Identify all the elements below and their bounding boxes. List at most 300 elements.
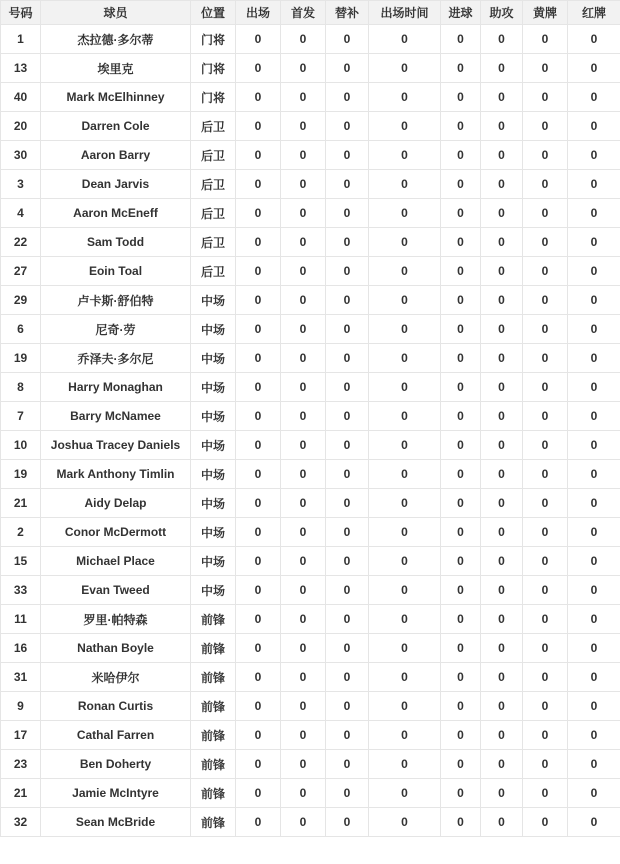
- player-number-cell: 9: [1, 692, 41, 721]
- player-row: [1, 779, 620, 808]
- player-name-cell: 埃里克: [41, 54, 191, 83]
- assists-cell: 0: [481, 286, 523, 315]
- yellow-cards-cell: 0: [523, 83, 568, 112]
- minutes-cell: 0: [369, 54, 441, 83]
- appearances-cell: 0: [236, 228, 281, 257]
- red-cards-cell: 0: [568, 54, 620, 83]
- player-name-cell: Eoin Toal: [41, 257, 191, 286]
- goals-cell: 0: [441, 141, 481, 170]
- red-cards-cell: 0: [568, 286, 620, 315]
- goals-cell: 0: [441, 402, 481, 431]
- player-name-cell: Sam Todd: [41, 228, 191, 257]
- yellow-cards-cell: 0: [523, 344, 568, 373]
- assists-cell: 0: [481, 228, 523, 257]
- appearances-cell: 0: [236, 199, 281, 228]
- minutes-cell: 0: [369, 402, 441, 431]
- minutes-cell: 0: [369, 112, 441, 141]
- substitute-cell: 0: [326, 228, 369, 257]
- player-number-cell: 3: [1, 170, 41, 199]
- position-cell: 门将: [191, 25, 236, 54]
- goals-cell: 0: [441, 112, 481, 141]
- player-name-cell: Ben Doherty: [41, 750, 191, 779]
- yellow-cards-cell: 0: [523, 25, 568, 54]
- starts-cell: 0: [281, 431, 326, 460]
- substitute-cell: 0: [326, 170, 369, 199]
- player-name-cell: Aaron McEneff: [41, 199, 191, 228]
- assists-cell: 0: [481, 692, 523, 721]
- player-name-cell: Cathal Farren: [41, 721, 191, 750]
- appearances-cell: 0: [236, 431, 281, 460]
- player-number-cell: 13: [1, 54, 41, 83]
- yellow-cards-cell: 0: [523, 808, 568, 837]
- yellow-cards-cell: 0: [523, 692, 568, 721]
- red-cards-cell: 0: [568, 199, 620, 228]
- minutes-cell: 0: [369, 344, 441, 373]
- player-row: [1, 228, 620, 257]
- position-cell: 中场: [191, 286, 236, 315]
- position-cell: 后卫: [191, 112, 236, 141]
- yellow-cards-cell: 0: [523, 257, 568, 286]
- minutes-cell: 0: [369, 547, 441, 576]
- position-cell: 中场: [191, 373, 236, 402]
- player-name-cell: Nathan Boyle: [41, 634, 191, 663]
- substitute-cell: 0: [326, 373, 369, 402]
- goals-cell: 0: [441, 199, 481, 228]
- assists-cell: 0: [481, 576, 523, 605]
- substitute-cell: 0: [326, 402, 369, 431]
- column-header-minutes: 出场时间: [369, 1, 441, 25]
- goals-cell: 0: [441, 808, 481, 837]
- red-cards-cell: 0: [568, 489, 620, 518]
- minutes-cell: 0: [369, 199, 441, 228]
- minutes-cell: 0: [369, 228, 441, 257]
- assists-cell: 0: [481, 25, 523, 54]
- player-number-cell: 32: [1, 808, 41, 837]
- player-number-cell: 15: [1, 547, 41, 576]
- starts-cell: 0: [281, 54, 326, 83]
- position-cell: 中场: [191, 576, 236, 605]
- goals-cell: 0: [441, 315, 481, 344]
- column-header-substitute: 替补: [326, 1, 369, 25]
- starts-cell: 0: [281, 141, 326, 170]
- yellow-cards-cell: 0: [523, 286, 568, 315]
- substitute-cell: 0: [326, 750, 369, 779]
- red-cards-cell: 0: [568, 373, 620, 402]
- substitute-cell: 0: [326, 460, 369, 489]
- yellow-cards-cell: 0: [523, 547, 568, 576]
- position-cell: 后卫: [191, 141, 236, 170]
- player-number-cell: 31: [1, 663, 41, 692]
- goals-cell: 0: [441, 54, 481, 83]
- appearances-cell: 0: [236, 286, 281, 315]
- red-cards-cell: 0: [568, 518, 620, 547]
- column-header-assists: 助攻: [481, 1, 523, 25]
- minutes-cell: 0: [369, 663, 441, 692]
- red-cards-cell: 0: [568, 402, 620, 431]
- substitute-cell: 0: [326, 547, 369, 576]
- player-row: [1, 634, 620, 663]
- player-number-cell: 6: [1, 315, 41, 344]
- appearances-cell: 0: [236, 83, 281, 112]
- player-name-cell: Dean Jarvis: [41, 170, 191, 199]
- position-cell: 中场: [191, 518, 236, 547]
- column-header-number: 号码: [1, 1, 41, 25]
- yellow-cards-cell: 0: [523, 460, 568, 489]
- substitute-cell: 0: [326, 663, 369, 692]
- player-number-cell: 16: [1, 634, 41, 663]
- position-cell: 前锋: [191, 779, 236, 808]
- goals-cell: 0: [441, 721, 481, 750]
- position-cell: 后卫: [191, 170, 236, 199]
- player-name-cell: Jamie McIntyre: [41, 779, 191, 808]
- red-cards-cell: 0: [568, 460, 620, 489]
- starts-cell: 0: [281, 692, 326, 721]
- position-cell: 后卫: [191, 257, 236, 286]
- assists-cell: 0: [481, 112, 523, 141]
- appearances-cell: 0: [236, 692, 281, 721]
- starts-cell: 0: [281, 112, 326, 141]
- starts-cell: 0: [281, 634, 326, 663]
- column-header-yellow-cards: 黄牌: [523, 1, 568, 25]
- red-cards-cell: 0: [568, 721, 620, 750]
- red-cards-cell: 0: [568, 83, 620, 112]
- starts-cell: 0: [281, 83, 326, 112]
- header-row: [1, 1, 620, 25]
- red-cards-cell: 0: [568, 431, 620, 460]
- player-row: [1, 692, 620, 721]
- appearances-cell: 0: [236, 460, 281, 489]
- player-row: [1, 489, 620, 518]
- player-number-cell: 20: [1, 112, 41, 141]
- position-cell: 中场: [191, 315, 236, 344]
- player-row: [1, 199, 620, 228]
- player-name-cell: Ronan Curtis: [41, 692, 191, 721]
- yellow-cards-cell: 0: [523, 315, 568, 344]
- player-row: [1, 721, 620, 750]
- goals-cell: 0: [441, 170, 481, 199]
- player-number-cell: 10: [1, 431, 41, 460]
- starts-cell: 0: [281, 576, 326, 605]
- substitute-cell: 0: [326, 199, 369, 228]
- substitute-cell: 0: [326, 141, 369, 170]
- column-header-player: 球员: [41, 1, 191, 25]
- assists-cell: 0: [481, 373, 523, 402]
- appearances-cell: 0: [236, 344, 281, 373]
- player-name-cell: Aaron Barry: [41, 141, 191, 170]
- player-row: [1, 576, 620, 605]
- player-row: [1, 315, 620, 344]
- player-number-cell: 33: [1, 576, 41, 605]
- player-row: [1, 431, 620, 460]
- red-cards-cell: 0: [568, 605, 620, 634]
- red-cards-cell: 0: [568, 344, 620, 373]
- red-cards-cell: 0: [568, 576, 620, 605]
- position-cell: 中场: [191, 402, 236, 431]
- goals-cell: 0: [441, 547, 481, 576]
- goals-cell: 0: [441, 431, 481, 460]
- player-name-cell: 杰拉德·多尔蒂: [41, 25, 191, 54]
- appearances-cell: 0: [236, 721, 281, 750]
- minutes-cell: 0: [369, 808, 441, 837]
- appearances-cell: 0: [236, 373, 281, 402]
- substitute-cell: 0: [326, 518, 369, 547]
- starts-cell: 0: [281, 460, 326, 489]
- red-cards-cell: 0: [568, 170, 620, 199]
- starts-cell: 0: [281, 344, 326, 373]
- goals-cell: 0: [441, 605, 481, 634]
- substitute-cell: 0: [326, 692, 369, 721]
- player-row: [1, 83, 620, 112]
- goals-cell: 0: [441, 25, 481, 54]
- player-name-cell: Sean McBride: [41, 808, 191, 837]
- red-cards-cell: 0: [568, 692, 620, 721]
- assists-cell: 0: [481, 170, 523, 199]
- assists-cell: 0: [481, 634, 523, 663]
- goals-cell: 0: [441, 750, 481, 779]
- player-number-cell: 23: [1, 750, 41, 779]
- assists-cell: 0: [481, 750, 523, 779]
- red-cards-cell: 0: [568, 663, 620, 692]
- assists-cell: 0: [481, 141, 523, 170]
- position-cell: 中场: [191, 489, 236, 518]
- starts-cell: 0: [281, 170, 326, 199]
- assists-cell: 0: [481, 402, 523, 431]
- appearances-cell: 0: [236, 489, 281, 518]
- appearances-cell: 0: [236, 402, 281, 431]
- appearances-cell: 0: [236, 663, 281, 692]
- position-cell: 中场: [191, 460, 236, 489]
- starts-cell: 0: [281, 721, 326, 750]
- assists-cell: 0: [481, 344, 523, 373]
- assists-cell: 0: [481, 315, 523, 344]
- yellow-cards-cell: 0: [523, 779, 568, 808]
- player-number-cell: 27: [1, 257, 41, 286]
- player-row: [1, 518, 620, 547]
- table-header: [1, 1, 620, 25]
- position-cell: 前锋: [191, 692, 236, 721]
- red-cards-cell: 0: [568, 808, 620, 837]
- player-number-cell: 19: [1, 344, 41, 373]
- substitute-cell: 0: [326, 25, 369, 54]
- starts-cell: 0: [281, 779, 326, 808]
- yellow-cards-cell: 0: [523, 663, 568, 692]
- red-cards-cell: 0: [568, 315, 620, 344]
- appearances-cell: 0: [236, 25, 281, 54]
- minutes-cell: 0: [369, 170, 441, 199]
- goals-cell: 0: [441, 779, 481, 808]
- column-header-red-cards: 红牌: [568, 1, 620, 25]
- yellow-cards-cell: 0: [523, 750, 568, 779]
- player-row: [1, 808, 620, 837]
- appearances-cell: 0: [236, 576, 281, 605]
- assists-cell: 0: [481, 257, 523, 286]
- appearances-cell: 0: [236, 779, 281, 808]
- player-name-cell: Mark Anthony Timlin: [41, 460, 191, 489]
- appearances-cell: 0: [236, 257, 281, 286]
- substitute-cell: 0: [326, 315, 369, 344]
- starts-cell: 0: [281, 257, 326, 286]
- player-number-cell: 17: [1, 721, 41, 750]
- minutes-cell: 0: [369, 460, 441, 489]
- substitute-cell: 0: [326, 605, 369, 634]
- player-number-cell: 1: [1, 25, 41, 54]
- substitute-cell: 0: [326, 779, 369, 808]
- substitute-cell: 0: [326, 576, 369, 605]
- substitute-cell: 0: [326, 286, 369, 315]
- minutes-cell: 0: [369, 315, 441, 344]
- position-cell: 门将: [191, 54, 236, 83]
- substitute-cell: 0: [326, 54, 369, 83]
- assists-cell: 0: [481, 605, 523, 634]
- minutes-cell: 0: [369, 605, 441, 634]
- appearances-cell: 0: [236, 547, 281, 576]
- minutes-cell: 0: [369, 83, 441, 112]
- assists-cell: 0: [481, 83, 523, 112]
- column-header-appearances: 出场: [236, 1, 281, 25]
- position-cell: 中场: [191, 547, 236, 576]
- substitute-cell: 0: [326, 83, 369, 112]
- starts-cell: 0: [281, 373, 326, 402]
- starts-cell: 0: [281, 808, 326, 837]
- appearances-cell: 0: [236, 634, 281, 663]
- yellow-cards-cell: 0: [523, 170, 568, 199]
- substitute-cell: 0: [326, 431, 369, 460]
- starts-cell: 0: [281, 547, 326, 576]
- yellow-cards-cell: 0: [523, 141, 568, 170]
- player-row: [1, 286, 620, 315]
- starts-cell: 0: [281, 228, 326, 257]
- assists-cell: 0: [481, 808, 523, 837]
- appearances-cell: 0: [236, 112, 281, 141]
- player-name-cell: 尼奇·劳: [41, 315, 191, 344]
- minutes-cell: 0: [369, 576, 441, 605]
- position-cell: 门将: [191, 83, 236, 112]
- yellow-cards-cell: 0: [523, 518, 568, 547]
- player-row: [1, 605, 620, 634]
- red-cards-cell: 0: [568, 547, 620, 576]
- goals-cell: 0: [441, 489, 481, 518]
- substitute-cell: 0: [326, 344, 369, 373]
- assists-cell: 0: [481, 460, 523, 489]
- assists-cell: 0: [481, 663, 523, 692]
- red-cards-cell: 0: [568, 634, 620, 663]
- player-name-cell: Mark McElhinney: [41, 83, 191, 112]
- player-name-cell: 卢卡斯·舒伯特: [41, 286, 191, 315]
- position-cell: 前锋: [191, 750, 236, 779]
- player-name-cell: Evan Tweed: [41, 576, 191, 605]
- red-cards-cell: 0: [568, 141, 620, 170]
- goals-cell: 0: [441, 228, 481, 257]
- yellow-cards-cell: 0: [523, 634, 568, 663]
- position-cell: 前锋: [191, 605, 236, 634]
- goals-cell: 0: [441, 692, 481, 721]
- appearances-cell: 0: [236, 605, 281, 634]
- substitute-cell: 0: [326, 808, 369, 837]
- minutes-cell: 0: [369, 721, 441, 750]
- player-number-cell: 7: [1, 402, 41, 431]
- player-number-cell: 2: [1, 518, 41, 547]
- substitute-cell: 0: [326, 721, 369, 750]
- starts-cell: 0: [281, 518, 326, 547]
- assists-cell: 0: [481, 489, 523, 518]
- player-number-cell: 29: [1, 286, 41, 315]
- player-row: [1, 460, 620, 489]
- red-cards-cell: 0: [568, 750, 620, 779]
- player-row: [1, 750, 620, 779]
- appearances-cell: 0: [236, 518, 281, 547]
- yellow-cards-cell: 0: [523, 228, 568, 257]
- yellow-cards-cell: 0: [523, 112, 568, 141]
- player-name-cell: 乔泽夫·多尔尼: [41, 344, 191, 373]
- player-number-cell: 22: [1, 228, 41, 257]
- starts-cell: 0: [281, 605, 326, 634]
- appearances-cell: 0: [236, 808, 281, 837]
- goals-cell: 0: [441, 344, 481, 373]
- player-name-cell: Barry McNamee: [41, 402, 191, 431]
- assists-cell: 0: [481, 54, 523, 83]
- assists-cell: 0: [481, 431, 523, 460]
- starts-cell: 0: [281, 489, 326, 518]
- player-number-cell: 19: [1, 460, 41, 489]
- substitute-cell: 0: [326, 257, 369, 286]
- starts-cell: 0: [281, 199, 326, 228]
- minutes-cell: 0: [369, 779, 441, 808]
- player-row: [1, 170, 620, 199]
- goals-cell: 0: [441, 663, 481, 692]
- red-cards-cell: 0: [568, 257, 620, 286]
- player-number-cell: 40: [1, 83, 41, 112]
- position-cell: 前锋: [191, 634, 236, 663]
- substitute-cell: 0: [326, 489, 369, 518]
- minutes-cell: 0: [369, 141, 441, 170]
- minutes-cell: 0: [369, 257, 441, 286]
- appearances-cell: 0: [236, 141, 281, 170]
- goals-cell: 0: [441, 518, 481, 547]
- minutes-cell: 0: [369, 518, 441, 547]
- minutes-cell: 0: [369, 286, 441, 315]
- assists-cell: 0: [481, 721, 523, 750]
- player-name-cell: Michael Place: [41, 547, 191, 576]
- yellow-cards-cell: 0: [523, 431, 568, 460]
- yellow-cards-cell: 0: [523, 199, 568, 228]
- column-header-goals: 进球: [441, 1, 481, 25]
- player-name-cell: Harry Monaghan: [41, 373, 191, 402]
- appearances-cell: 0: [236, 315, 281, 344]
- player-number-cell: 11: [1, 605, 41, 634]
- minutes-cell: 0: [369, 373, 441, 402]
- player-number-cell: 30: [1, 141, 41, 170]
- starts-cell: 0: [281, 402, 326, 431]
- column-header-starts: 首发: [281, 1, 326, 25]
- starts-cell: 0: [281, 286, 326, 315]
- substitute-cell: 0: [326, 112, 369, 141]
- red-cards-cell: 0: [568, 112, 620, 141]
- player-name-cell: Aidy Delap: [41, 489, 191, 518]
- starts-cell: 0: [281, 315, 326, 344]
- minutes-cell: 0: [369, 25, 441, 54]
- starts-cell: 0: [281, 663, 326, 692]
- player-number-cell: 4: [1, 199, 41, 228]
- minutes-cell: 0: [369, 692, 441, 721]
- player-name-cell: Joshua Tracey Daniels: [41, 431, 191, 460]
- position-cell: 中场: [191, 431, 236, 460]
- red-cards-cell: 0: [568, 228, 620, 257]
- substitute-cell: 0: [326, 634, 369, 663]
- player-number-cell: 21: [1, 489, 41, 518]
- yellow-cards-cell: 0: [523, 576, 568, 605]
- goals-cell: 0: [441, 83, 481, 112]
- starts-cell: 0: [281, 750, 326, 779]
